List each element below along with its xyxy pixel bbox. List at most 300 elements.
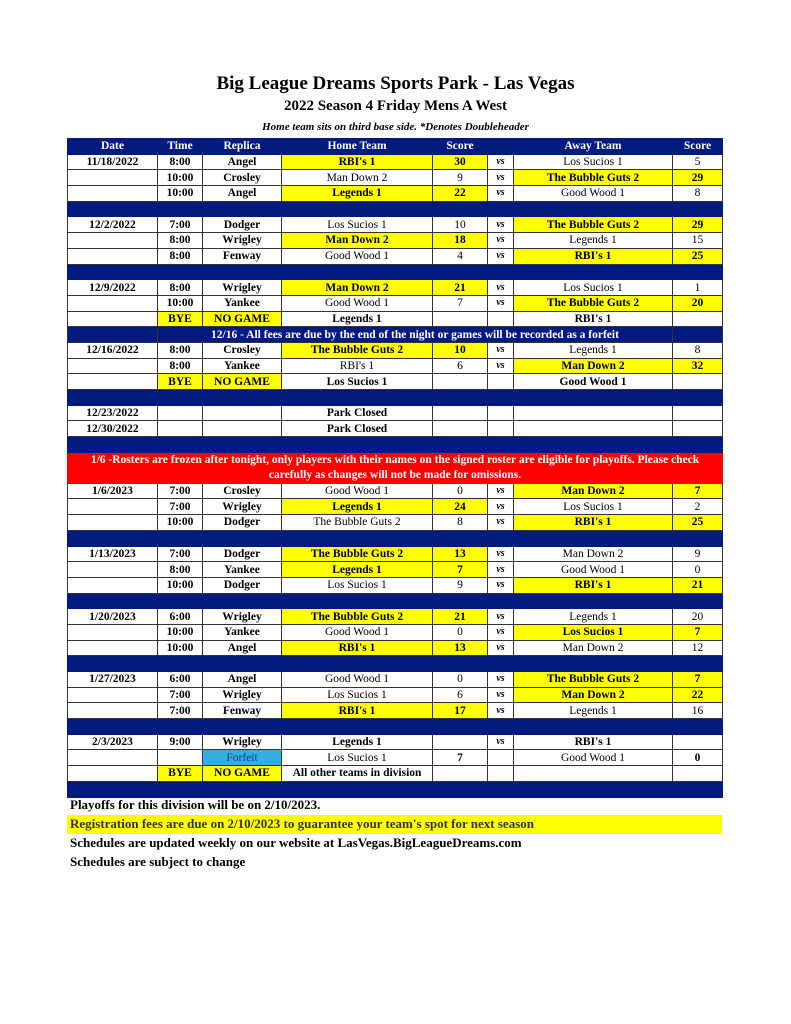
game-row: [68, 499, 723, 515]
spacer-cell: [68, 530, 158, 546]
home-team: RBI's 1: [282, 154, 433, 170]
vs-label: vs: [488, 672, 514, 688]
date-cell: 1/27/2023: [68, 672, 158, 688]
home-score: 10: [433, 217, 488, 233]
spacer-cell: [514, 530, 673, 546]
replica-cell: Wrigley: [203, 734, 282, 750]
spacer-cell: [158, 390, 203, 406]
away-score: 8: [673, 186, 723, 202]
vs-label: [488, 311, 514, 327]
spacer-cell: [282, 390, 433, 406]
spacer-cell: [68, 264, 158, 280]
away-team: RBI's 1: [514, 515, 673, 531]
column-header: Time: [158, 139, 203, 155]
date-cell: [68, 295, 158, 311]
replica-cell: Crosley: [203, 483, 282, 499]
time-cell: 10:00: [158, 170, 203, 186]
home-score: 8: [433, 515, 488, 531]
date-cell: 12/2/2022: [68, 217, 158, 233]
home-score: 17: [433, 703, 488, 719]
replica-cell: Wrigley: [203, 280, 282, 296]
date-cell: [68, 640, 158, 656]
spacer-cell: [673, 593, 723, 609]
away-score: 16: [673, 703, 723, 719]
time-cell: 8:00: [158, 358, 203, 374]
away-score: 20: [673, 609, 723, 625]
empty-cell: [673, 421, 723, 437]
away-team: RBI's 1: [514, 734, 673, 750]
fee-notice: 12/16 - All fees are due by the end of the night or games will be recorded as a forfeit: [158, 327, 673, 343]
home-team: Los Sucios 1: [282, 217, 433, 233]
home-score: 13: [433, 546, 488, 562]
home-score: 9: [433, 577, 488, 593]
away-team: Los Sucios 1: [514, 624, 673, 640]
vs-label: vs: [488, 483, 514, 499]
spacer-cell: [68, 656, 158, 672]
date-cell: 11/18/2022: [68, 154, 158, 170]
date-cell: [68, 703, 158, 719]
home-team: Good Wood 1: [282, 672, 433, 688]
replica-cell: NO GAME: [203, 374, 282, 390]
home-score: 7: [433, 750, 488, 766]
page-title: Big League Dreams Sports Park - Las Vegas: [216, 73, 575, 94]
date-cell: [68, 186, 158, 202]
date-cell: [68, 374, 158, 390]
spacer-cell: [158, 201, 203, 217]
time-cell: 8:00: [158, 280, 203, 296]
home-team: Los Sucios 1: [282, 750, 433, 766]
spacer-cell: [433, 390, 488, 406]
time-cell: 7:00: [158, 703, 203, 719]
column-header: Score: [433, 139, 488, 155]
spacer-cell: [488, 437, 514, 453]
vs-label: vs: [488, 217, 514, 233]
spacer-cell: [203, 656, 282, 672]
time-cell: BYE: [158, 311, 203, 327]
away-score: [673, 374, 723, 390]
home-team: RBI's 1: [282, 640, 433, 656]
home-score: 7: [433, 295, 488, 311]
spacer-cell: [203, 390, 282, 406]
game-row: [68, 358, 723, 374]
home-team: Good Wood 1: [282, 483, 433, 499]
home-team: Legends 1: [282, 734, 433, 750]
vs-label: vs: [488, 515, 514, 531]
spacer-cell: [68, 390, 158, 406]
game-row: [68, 342, 723, 358]
away-score: 7: [673, 672, 723, 688]
park-closed-label: Park Closed: [282, 421, 433, 437]
away-score: 12: [673, 640, 723, 656]
spacer-cell: [673, 437, 723, 453]
spacer-cell: [203, 593, 282, 609]
away-team: Good Wood 1: [514, 186, 673, 202]
replica-cell: Angel: [203, 154, 282, 170]
away-team: Man Down 2: [514, 483, 673, 499]
date-cell: [68, 687, 158, 703]
date-cell: 2/3/2023: [68, 734, 158, 750]
column-header: [488, 139, 514, 155]
away-team: Man Down 2: [514, 687, 673, 703]
time-cell: 10:00: [158, 640, 203, 656]
notice-row: [68, 327, 723, 343]
away-team: Los Sucios 1: [514, 499, 673, 515]
home-team: Los Sucios 1: [282, 687, 433, 703]
time-cell: 10:00: [158, 295, 203, 311]
time-cell: BYE: [158, 766, 203, 782]
spacer-cell: [514, 593, 673, 609]
replica-cell: NO GAME: [203, 311, 282, 327]
replica-cell: Yankee: [203, 562, 282, 578]
away-score: 32: [673, 358, 723, 374]
away-score: 29: [673, 217, 723, 233]
home-score: 22: [433, 186, 488, 202]
spacer-row: [68, 719, 723, 735]
spacer-row: [68, 530, 723, 546]
spacer-cell: [673, 530, 723, 546]
home-score: 13: [433, 640, 488, 656]
home-team: Good Wood 1: [282, 295, 433, 311]
website-note: Schedules are updated weekly on our website at LasVegas.BigLeagueDreams.com: [70, 835, 522, 850]
vs-label: vs: [488, 248, 514, 264]
home-team: All other teams in division: [282, 766, 433, 782]
away-team: Man Down 2: [514, 546, 673, 562]
column-header: Home Team: [282, 139, 433, 155]
time-cell: 10:00: [158, 577, 203, 593]
replica-cell: Yankee: [203, 624, 282, 640]
replica-cell: Dodger: [203, 577, 282, 593]
away-score: 8: [673, 342, 723, 358]
replica-cell: Wrigley: [203, 499, 282, 515]
empty-cell: [514, 405, 673, 421]
away-score: 7: [673, 624, 723, 640]
spacer-cell: [158, 719, 203, 735]
home-team: Legends 1: [282, 562, 433, 578]
replica-cell: Crosley: [203, 342, 282, 358]
home-score: 30: [433, 154, 488, 170]
home-score: 0: [433, 672, 488, 688]
park-closed-row: [68, 405, 723, 421]
spacer-cell: [488, 656, 514, 672]
time-cell: 8:00: [158, 233, 203, 249]
replica-cell: NO GAME: [203, 766, 282, 782]
header-row: [68, 139, 723, 155]
empty-cell: [433, 405, 488, 421]
away-team: Legends 1: [514, 703, 673, 719]
home-score: 6: [433, 358, 488, 374]
away-team: The Bubble Guts 2: [514, 170, 673, 186]
spacer-cell: [514, 719, 673, 735]
date-cell: [68, 624, 158, 640]
away-team: Good Wood 1: [514, 374, 673, 390]
spacer-cell: [203, 781, 282, 797]
home-team: The Bubble Guts 2: [282, 609, 433, 625]
spacer-cell: [158, 264, 203, 280]
spacer-cell: [433, 201, 488, 217]
away-score: 0: [673, 562, 723, 578]
spacer-cell: [433, 593, 488, 609]
time-cell: 7:00: [158, 499, 203, 515]
away-score: 21: [673, 577, 723, 593]
game-row: [68, 546, 723, 562]
home-score: 7: [433, 562, 488, 578]
vs-label: vs: [488, 280, 514, 296]
spacer-cell: [282, 656, 433, 672]
away-team: Legends 1: [514, 342, 673, 358]
date-cell: 12/23/2022: [68, 405, 158, 421]
date-cell: 1/13/2023: [68, 546, 158, 562]
date-cell: [68, 577, 158, 593]
time-cell: 10:00: [158, 624, 203, 640]
away-team: Good Wood 1: [514, 562, 673, 578]
home-score: 9: [433, 170, 488, 186]
spacer-cell: [282, 201, 433, 217]
forfeit-row: [68, 750, 723, 766]
vs-label: vs: [488, 734, 514, 750]
time-cell: 7:00: [158, 687, 203, 703]
game-row: [68, 515, 723, 531]
bye-row: [68, 766, 723, 782]
game-row: [68, 217, 723, 233]
vs-label: vs: [488, 170, 514, 186]
home-score: [433, 734, 488, 750]
game-row: [68, 624, 723, 640]
home-score: 0: [433, 624, 488, 640]
time-cell: 7:00: [158, 546, 203, 562]
spacer-cell: [158, 781, 203, 797]
spacer-cell: [203, 719, 282, 735]
spacer-cell: [488, 264, 514, 280]
date-cell: [68, 515, 158, 531]
spacer-cell: [158, 593, 203, 609]
home-team: Good Wood 1: [282, 624, 433, 640]
date-cell: 1/20/2023: [68, 609, 158, 625]
spacer-cell: [158, 656, 203, 672]
away-team: Man Down 2: [514, 358, 673, 374]
spacer-cell: [203, 264, 282, 280]
away-score: 20: [673, 295, 723, 311]
away-team: The Bubble Guts 2: [514, 295, 673, 311]
away-score: [673, 734, 723, 750]
spacer-cell: [68, 201, 158, 217]
replica-cell: [203, 421, 282, 437]
spacer-cell: [203, 437, 282, 453]
spacer-cell: [282, 781, 433, 797]
away-team: The Bubble Guts 2: [514, 217, 673, 233]
game-row: [68, 483, 723, 499]
time-cell: 6:00: [158, 672, 203, 688]
spacer-cell: [488, 781, 514, 797]
replica-cell: Yankee: [203, 295, 282, 311]
time-cell: 8:00: [158, 154, 203, 170]
vs-label: [488, 766, 514, 782]
home-team: Legends 1: [282, 186, 433, 202]
away-score: 7: [673, 483, 723, 499]
schedule-note: Home team sits on third base side. *Denotes Doubleheader: [262, 121, 529, 133]
empty-cell: [514, 421, 673, 437]
away-team: Good Wood 1: [514, 750, 673, 766]
away-team: [514, 766, 673, 782]
spacer-cell: [488, 530, 514, 546]
game-row: [68, 295, 723, 311]
date-cell: [68, 170, 158, 186]
spacer-cell: [673, 781, 723, 797]
game-row: [68, 186, 723, 202]
column-header: Date: [68, 139, 158, 155]
spacer-row: [68, 437, 723, 453]
away-team: Legends 1: [514, 609, 673, 625]
spacer-cell: [514, 390, 673, 406]
game-row: [68, 562, 723, 578]
time-cell: 8:00: [158, 562, 203, 578]
away-team: Man Down 2: [514, 640, 673, 656]
time-cell: [158, 405, 203, 421]
game-row: [68, 280, 723, 296]
home-score: 0: [433, 483, 488, 499]
replica-cell: Wrigley: [203, 609, 282, 625]
time-cell: 9:00: [158, 734, 203, 750]
spacer-cell: [488, 201, 514, 217]
time-cell: [158, 421, 203, 437]
spacer-cell: [158, 437, 203, 453]
column-header: Away Team: [514, 139, 673, 155]
spacer-cell: [203, 530, 282, 546]
home-score: 10: [433, 342, 488, 358]
date-cell: [68, 358, 158, 374]
spacer-cell: [68, 781, 158, 797]
home-score: 4: [433, 248, 488, 264]
spacer-row: [68, 264, 723, 280]
away-team: RBI's 1: [514, 248, 673, 264]
spacer-cell: [488, 390, 514, 406]
home-team: The Bubble Guts 2: [282, 515, 433, 531]
spacer-row: [68, 201, 723, 217]
home-score: [433, 374, 488, 390]
replica-cell: Angel: [203, 640, 282, 656]
time-cell: 10:00: [158, 186, 203, 202]
away-team: RBI's 1: [514, 311, 673, 327]
schedule-table: [67, 138, 723, 798]
spacer-cell: [673, 201, 723, 217]
home-team: Los Sucios 1: [282, 374, 433, 390]
vs-label: vs: [488, 546, 514, 562]
time-cell: 10:00: [158, 515, 203, 531]
vs-label: vs: [488, 342, 514, 358]
spacer-cell: [282, 264, 433, 280]
home-team: The Bubble Guts 2: [282, 342, 433, 358]
vs-label: vs: [488, 703, 514, 719]
away-score: [673, 311, 723, 327]
spacer-cell: [673, 264, 723, 280]
vs-label: vs: [488, 609, 514, 625]
vs-label: vs: [488, 154, 514, 170]
home-team: Man Down 2: [282, 280, 433, 296]
roster-alert: 1/6 -Rosters are frozen after tonight, only players with their names on the signed roster are eligible for playoffs. Please check carefully as changes will not be made for omissions.: [68, 452, 723, 483]
home-team: Man Down 2: [282, 170, 433, 186]
spacer-cell: [282, 437, 433, 453]
date-cell: [68, 562, 158, 578]
spacer-cell: [158, 530, 203, 546]
home-team: Man Down 2: [282, 233, 433, 249]
roster-alert-row: [68, 452, 723, 483]
spacer-cell: [433, 530, 488, 546]
spacer-cell: [433, 437, 488, 453]
date-cell: 12/30/2022: [68, 421, 158, 437]
away-score: 2: [673, 499, 723, 515]
game-row: [68, 154, 723, 170]
game-row: [68, 248, 723, 264]
replica-cell: [203, 405, 282, 421]
away-team: The Bubble Guts 2: [514, 672, 673, 688]
spacer-cell: [433, 264, 488, 280]
home-team: The Bubble Guts 2: [282, 546, 433, 562]
away-score: 25: [673, 248, 723, 264]
spacer-cell: [514, 201, 673, 217]
spacer-cell: [673, 327, 723, 343]
home-score: 21: [433, 280, 488, 296]
spacer-cell: [282, 530, 433, 546]
empty-cell: [673, 405, 723, 421]
away-score: 0: [673, 750, 723, 766]
home-team: RBI's 1: [282, 703, 433, 719]
vs-label: vs: [488, 499, 514, 515]
replica-cell: Yankee: [203, 358, 282, 374]
game-row: [68, 577, 723, 593]
spacer-cell: [514, 656, 673, 672]
away-team: Los Sucios 1: [514, 154, 673, 170]
time-cell: 7:00: [158, 483, 203, 499]
time-cell: 8:00: [158, 248, 203, 264]
column-header: Replica: [203, 139, 282, 155]
time-cell: 8:00: [158, 342, 203, 358]
replica-cell: Dodger: [203, 546, 282, 562]
date-cell: 1/6/2023: [68, 483, 158, 499]
game-row: [68, 672, 723, 688]
game-row: [68, 170, 723, 186]
home-team: Los Sucios 1: [282, 577, 433, 593]
replica-cell: Angel: [203, 672, 282, 688]
home-score: 24: [433, 499, 488, 515]
vs-label: vs: [488, 687, 514, 703]
vs-label: vs: [488, 640, 514, 656]
date-cell: [68, 750, 158, 766]
home-team: Legends 1: [282, 311, 433, 327]
away-team: Legends 1: [514, 233, 673, 249]
spacer-row: [68, 593, 723, 609]
game-row: [68, 734, 723, 750]
away-team: RBI's 1: [514, 577, 673, 593]
park-closed-label: Park Closed: [282, 405, 433, 421]
bye-row: [68, 374, 723, 390]
spacer-cell: [488, 719, 514, 735]
date-cell: [68, 766, 158, 782]
spacer-cell: [488, 593, 514, 609]
spacer-cell: [282, 719, 433, 735]
spacer-cell: [68, 719, 158, 735]
away-score: 5: [673, 154, 723, 170]
season-subtitle: 2022 Season 4 Friday Mens A West: [283, 98, 508, 114]
vs-label: [488, 750, 514, 766]
vs-label: vs: [488, 295, 514, 311]
spacer-row: [68, 781, 723, 797]
spacer-cell: [514, 781, 673, 797]
spacer-cell: [673, 390, 723, 406]
spacer-cell: [673, 719, 723, 735]
home-score: 6: [433, 687, 488, 703]
time-cell: BYE: [158, 374, 203, 390]
vs-label: vs: [488, 358, 514, 374]
replica-cell: Dodger: [203, 515, 282, 531]
